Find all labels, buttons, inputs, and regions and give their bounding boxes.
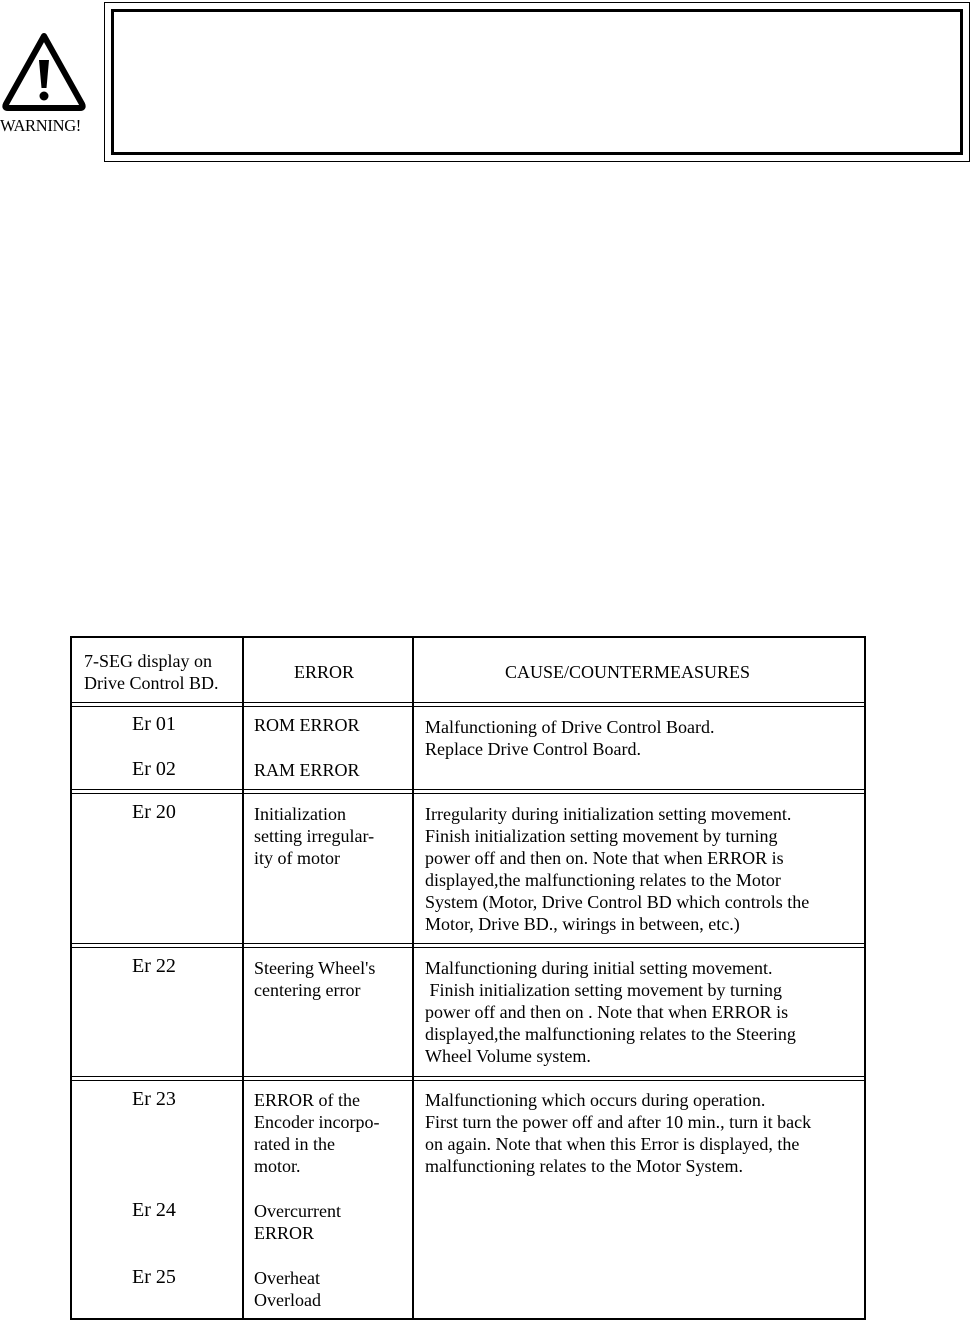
header-cause: CAUSE/COUNTERMEASURES xyxy=(505,662,751,682)
header-display-line2: Drive Control BD. xyxy=(84,673,219,693)
row-divider xyxy=(72,1076,864,1081)
error-line: ERROR xyxy=(254,1223,315,1243)
code-er24: Er 24 xyxy=(132,1199,176,1221)
cause-line: power off and then on . Note that when ERROR is xyxy=(425,1002,789,1022)
warning-label: WARNING! xyxy=(0,116,82,135)
error-line: ity of motor xyxy=(254,848,340,868)
warning-box-inner xyxy=(111,9,963,155)
error-line: Overheat xyxy=(254,1268,320,1288)
row-divider xyxy=(72,943,864,948)
cause-line: Replace Drive Control Board. xyxy=(425,739,641,759)
column-divider xyxy=(242,638,244,1318)
cause-line: power off and then on. Note that when ERROR is xyxy=(425,848,784,868)
cause-line: Finish initialization setting movement by turning xyxy=(425,826,778,846)
code-er23: Er 23 xyxy=(132,1088,176,1110)
error-line: Encoder incorpo- xyxy=(254,1112,380,1132)
error-rom: ROM ERROR xyxy=(254,715,360,735)
cause-line: Malfunctioning during initial setting movement. xyxy=(425,958,773,978)
cause-line: Irregularity during initialization setting movement. xyxy=(425,804,792,824)
cause-line: displayed,the malfunctioning relates to the Steering xyxy=(425,1024,796,1044)
error-line: Overcurrent xyxy=(254,1201,341,1221)
header-display-line1: 7-SEG display on xyxy=(84,651,212,671)
code-er20: Er 20 xyxy=(132,801,176,823)
code-er22: Er 22 xyxy=(132,955,176,977)
cause-line: Wheel Volume system. xyxy=(425,1046,591,1066)
error-line: Initialization xyxy=(254,804,346,824)
cause-line: Motor, Drive BD., wirings in between, etc.) xyxy=(425,914,740,934)
cause-line: displayed,the malfunctioning relates to the Motor xyxy=(425,870,781,890)
cause-line: Malfunctioning of Drive Control Board. xyxy=(425,717,715,737)
error-line: motor. xyxy=(254,1156,301,1176)
code-er02: Er 02 xyxy=(132,758,176,780)
warning-triangle-icon xyxy=(2,30,86,114)
cause-line: malfunctioning relates to the Motor System. xyxy=(425,1156,743,1176)
cause-line: System (Motor, Drive Control BD which controls the xyxy=(425,892,810,912)
cause-line: Finish initialization setting movement by turning xyxy=(425,980,782,1000)
error-table xyxy=(70,636,866,1320)
error-line: Overload xyxy=(254,1290,321,1310)
header-divider xyxy=(72,702,864,707)
error-ram: RAM ERROR xyxy=(254,760,360,780)
code-er01: Er 01 xyxy=(132,713,176,735)
error-line: ERROR of the xyxy=(254,1090,360,1110)
code-er25: Er 25 xyxy=(132,1266,176,1288)
cause-line: Malfunctioning which occurs during operation. xyxy=(425,1090,766,1110)
cause-line: First turn the power off and after 10 min., turn it back xyxy=(425,1112,812,1132)
warning-box xyxy=(104,2,970,162)
header-error: ERROR xyxy=(294,662,355,682)
row-divider xyxy=(72,789,864,794)
error-line: centering error xyxy=(254,980,361,1000)
error-line: rated in the xyxy=(254,1134,335,1154)
column-divider xyxy=(412,638,414,1318)
error-line: setting irregular- xyxy=(254,826,375,846)
error-line: Steering Wheel's xyxy=(254,958,376,978)
cause-line: on again. Note that when this Error is displayed, the xyxy=(425,1134,800,1154)
